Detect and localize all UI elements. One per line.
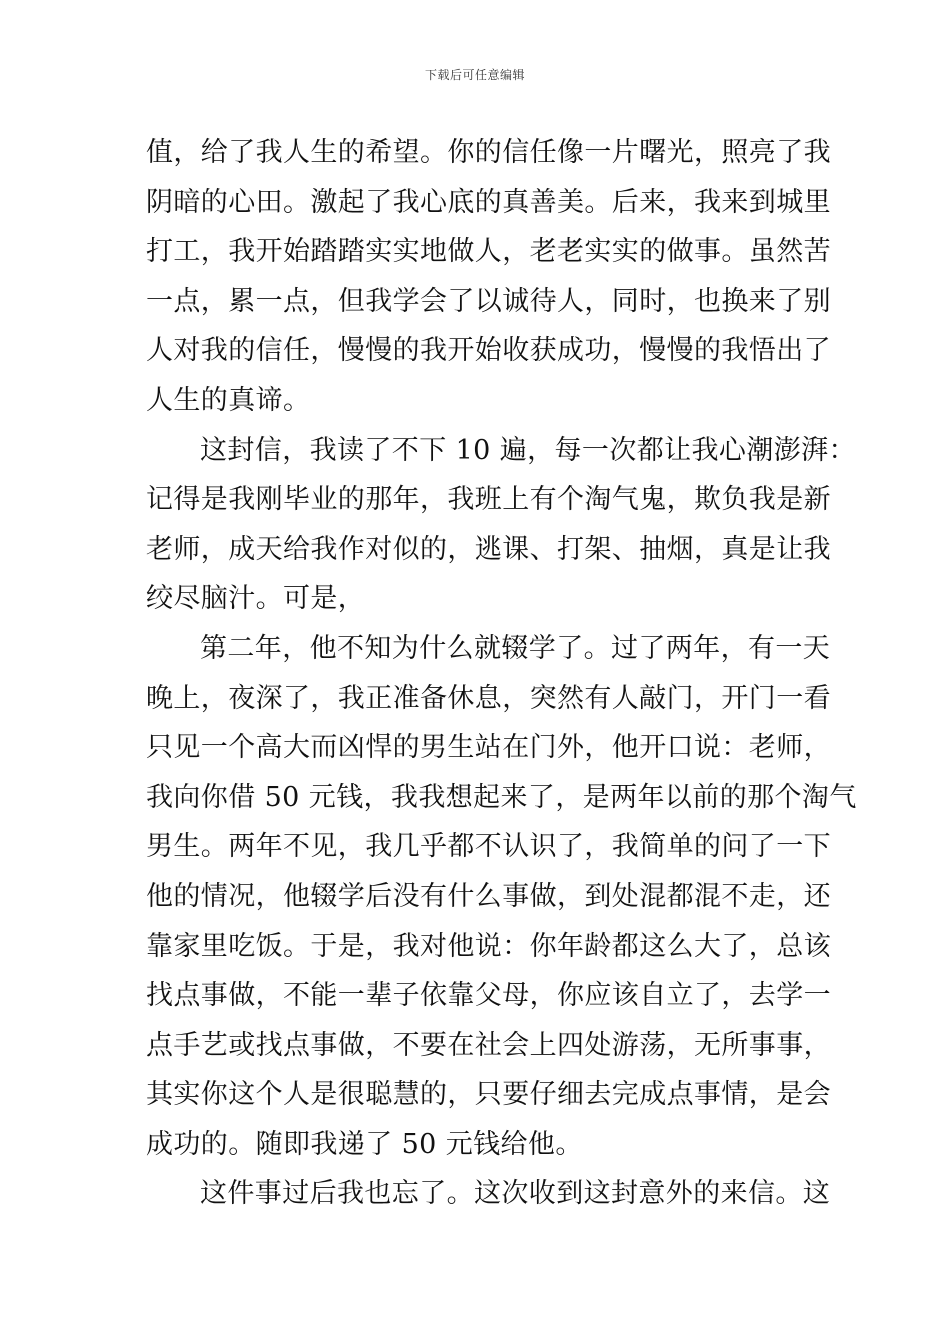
text-line: 人生的真谛。 xyxy=(146,384,311,416)
text-line: 打工，我开始踏踏实实地做人，老老实实的做事。虽然苦 xyxy=(146,236,831,268)
paragraph-start-line: 这封信，我读了不下 10 遍，每一次都让我心潮澎湃： xyxy=(200,434,856,466)
text-line: 我向你借 50 元钱，我我想起来了，是两年以前的那个淘气 xyxy=(146,781,857,813)
text-line: 值，给了我人生的希望。你的信任像一片曙光，照亮了我 xyxy=(146,137,831,168)
text-line: 他的情况，他辍学后没有什么事做，到处混都混不走，还 xyxy=(146,880,831,912)
document-body xyxy=(146,128,857,1219)
text-line: 老师，成天给我作对似的，逃课、打架、抽烟，真是让我 xyxy=(146,533,831,565)
paragraph-start-line: 这件事过后我也忘了。这次收到这封意外的来信。这 xyxy=(200,1178,831,1210)
text-line: 找点事做，不能一辈子依靠父母，你应该自立了，去学一 xyxy=(146,980,831,1012)
text-line: 阴暗的心田。激起了我心底的真善美。后来，我来到城里 xyxy=(146,186,831,218)
text-line: 记得是我刚毕业的那年，我班上有个淘气鬼，欺负我是新 xyxy=(146,484,831,516)
text-line: 人对我的信任，慢慢的我开始收获成功，慢慢的我悟出了 xyxy=(146,335,831,367)
text-line: 只见一个高大而凶悍的男生站在门外，他开口说：老师， xyxy=(146,732,831,764)
page-header: 下载后可任意编辑 xyxy=(424,68,525,82)
text-line: 男生。两年不见，我几乎都不认识了，我简单的问了一下 xyxy=(146,831,831,863)
paragraph-start-line: 第二年，他不知为什么就辍学了。过了两年，有一天 xyxy=(200,632,831,664)
text-line: 绞尽脑汁。可是， xyxy=(146,583,366,615)
text-line: 其实你这个人是很聪慧的，只要仔细去完成点事情，是会 xyxy=(146,1079,831,1111)
text-line: 一点，累一点，但我学会了以诚待人，同时，也换来了别 xyxy=(146,285,831,317)
text-line: 靠家里吃饭。于是，我对他说：你年龄都这么大了，总该 xyxy=(146,930,831,962)
text-line: 点手艺或找点事做，不要在社会上四处游荡，无所事事， xyxy=(146,1029,831,1061)
text-line: 晚上，夜深了，我正准备休息，突然有人敲门，开门一看 xyxy=(146,682,831,714)
text-line: 成功的。随即我递了 50 元钱给他。 xyxy=(146,1128,583,1160)
